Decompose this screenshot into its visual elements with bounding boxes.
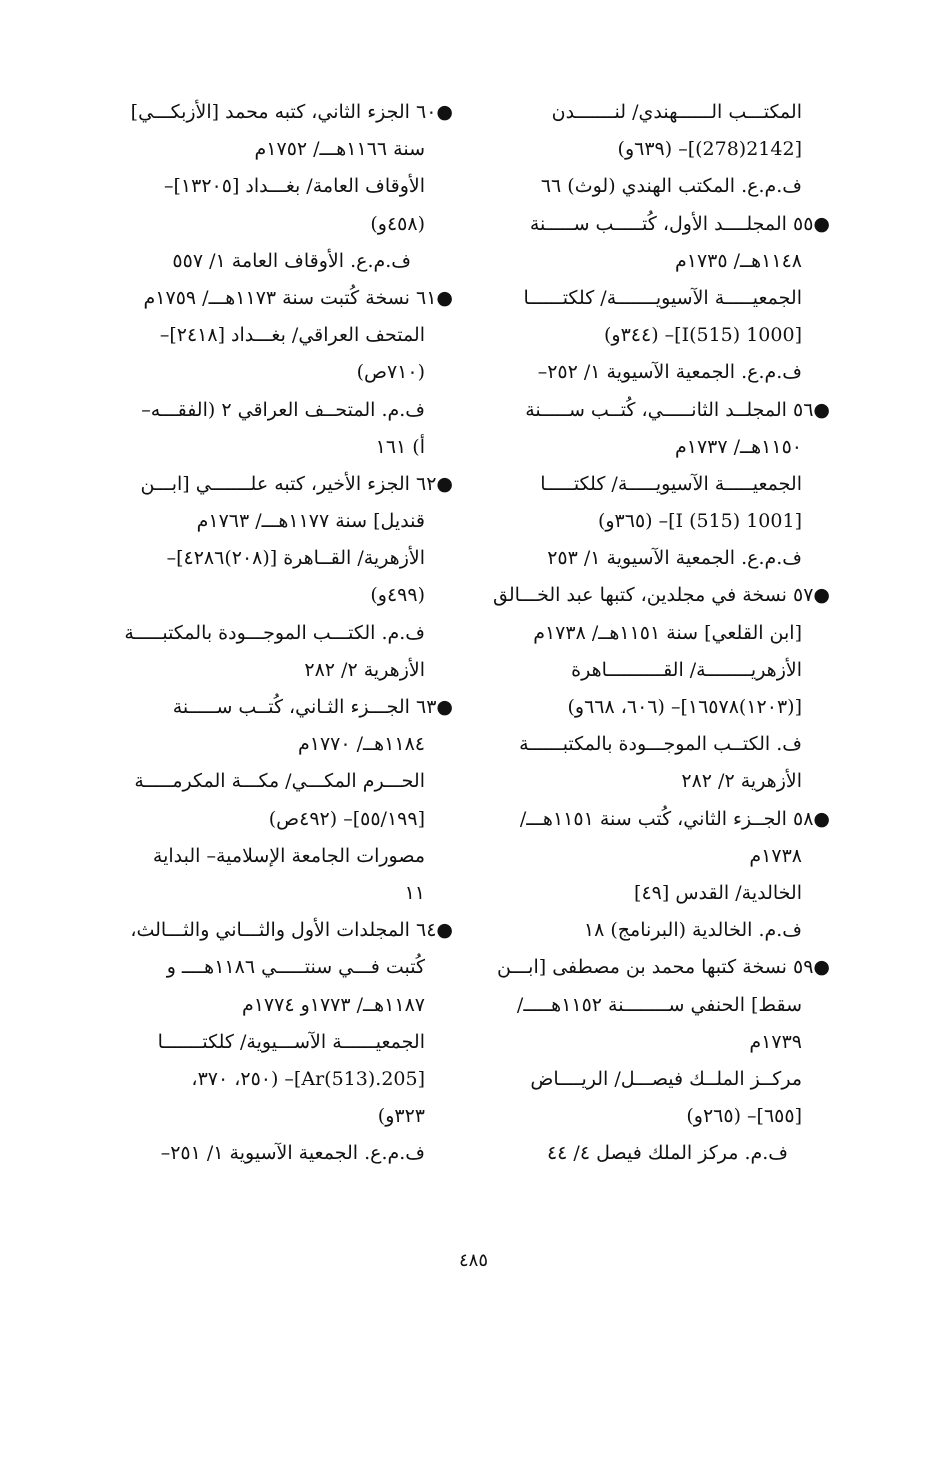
left-column-line: ١١٨٧هــ/ ١٧٧٣و ١٧٧٤م	[241, 993, 425, 1016]
right-column-line: ف.م. الخالدية (البرنامج) ١٨	[583, 919, 802, 942]
left-column-line: (٧١٠ص)	[356, 361, 425, 384]
left-column-line: ●٦٠ الجزء الثاني، كتبه محمد [الأزبكـــي]	[130, 101, 453, 123]
right-column-line: ف. الكتــب الموجـــودة بالمكتبــــــة	[519, 733, 802, 756]
right-column-line: ١١٤٨هــ/ ١٧٣٥م	[674, 249, 802, 272]
left-column-line: [205.Ar(513)]– (٢٥٠، ٣٧٠،	[191, 1067, 425, 1090]
right-column-line: المكتـــب الــــــهندي/ لنـــــــدن	[551, 101, 802, 123]
right-column-line: ●٥٧ نسخة في مجلدين، كتبها عبد الخـــالق	[492, 584, 830, 607]
left-column-line: مصورات الجامعة الإسلامية– البداية	[152, 844, 425, 867]
left-column-line: ●٦٢ الجزء الأخير، كتبه علـــــــي [ابـــن	[140, 472, 453, 495]
left-column-line: أ) ١٦١	[375, 435, 425, 458]
left-column-line: الأزهرية/ القــاهرة [(٢٠٨)٤٢٨٦]–	[166, 547, 425, 570]
left-column-line: ٣٢٣و)	[377, 1105, 425, 1128]
left-column-line: سنة ١١٦٦هـــ/ ١٧٥٢م	[254, 138, 425, 161]
left-column-line: ١١٨٤هــ/ ١٧٧٠م	[297, 733, 425, 756]
left-column-line: ●٦٣ الجـــزء الثـاني، كُتــب ســـــنة	[172, 696, 453, 718]
left-column-line: الأزهرية ٢/ ٢٨٢	[304, 658, 425, 681]
left-column-line: ●٦١ نسخة كُتبت سنة ١١٧٣هـــ/ ١٧٥٩م	[143, 286, 453, 309]
right-column-line: [٦٥٥]– (٢٦٥و)	[686, 1105, 802, 1128]
right-column	[488, 94, 830, 1172]
right-column-line: ف.م.ع. الجمعية الآسيوية ١/ ٢٥٢–	[537, 361, 802, 384]
right-column-line: الأزهرية ٢/ ٢٨٢	[681, 770, 802, 793]
right-column-line: [2142(278)]– (٦٣٩و)	[617, 138, 802, 161]
right-column-line: مركــز الملــك فيصـــل/ الريــــاض	[530, 1067, 802, 1090]
right-column-line: ١٧٣٨م	[749, 844, 802, 867]
right-column-line: ●٥٦ المجلــد الثانـــــي، كُتــب ســـــنة	[525, 398, 830, 421]
left-column-line: ف.م.ع. الأوقاف العامة ١/ ٥٥٧	[172, 249, 411, 272]
right-column-line: ١١٥٠هــ/ ١٧٣٧م	[674, 435, 802, 458]
left-column-line: (٤٩٩و)	[370, 584, 425, 607]
right-column-line: [1001 I (515)]– (٣٦٥و)	[597, 510, 802, 533]
right-column-line: ف.م.ع. الجمعية الآسيوية ١/ ٢٥٣	[547, 547, 802, 570]
left-column-line: ●٦٤ المجلدات الأول والثـــاني والثـــالث،	[130, 919, 453, 942]
right-column-line: ف.م. مركز الملك فيصل ٤/ ٤٤	[546, 1142, 788, 1165]
left-column-line: ف.م.ع. الجمعية الآسيوية ١/ ٢٥١–	[160, 1142, 425, 1165]
right-column-line: ف.م.ع. المكتب الهندي (لوث) ٦٦	[540, 175, 802, 198]
right-column-line: ●٥٥ المجلــــد الأول، كُتـــــب ســـــنة	[529, 212, 830, 235]
left-column-line: [٥٥/١٩٩]– (٤٩٢ص)	[268, 807, 425, 830]
left-column-line: كُتبت فـــي سنتـــــي ١١٨٦هــــ و	[166, 956, 425, 979]
right-column-line: [1000 I(515)]– (٣٤٤و)	[603, 324, 802, 347]
right-column-line: الجمعيـــــة الآسيويـــــة/ كلكتـــــا	[540, 472, 802, 495]
left-column-line: قنديل] سنة ١١٧٧هـــ/ ١٧٦٣م	[196, 510, 425, 533]
left-column-line: ف.م. المتحــف العراقي ٢ (الفقـــه–	[141, 398, 425, 421]
right-column-line: الأزهريــــــــة/ القــــــــــاهرة	[571, 658, 802, 681]
left-column-line: (٤٥٨و)	[370, 212, 425, 235]
left-column-line: ف.م. الكتـــب الموجـــودة بالمكتبـــــة	[124, 621, 425, 644]
right-column-line: ●٥٨ الجــزء الثاني، كُتب سنة ١١٥١هـــ/	[519, 807, 830, 830]
left-column-line: ١١	[404, 881, 425, 904]
right-column-line: ●٥٩ نسخة كتبها محمد بن مصطفى [ابـــن	[497, 956, 830, 979]
right-column-line: [ابن القلعي] سنة ١١٥١هــ/ ١٧٣٨م	[533, 621, 802, 644]
left-column-line: الأوقاف العامة/ بغـــداد [١٣٢٠٥]–	[164, 175, 425, 198]
left-column-line: الحـــرم المكـــي/ مكـــة المكرمـــــة	[134, 770, 425, 793]
right-column-line: ١٧٣٩م	[749, 1030, 802, 1053]
right-column-line: الجمعيـــــة الآسيويـــــــة/ كلكتــــــا	[523, 286, 802, 309]
right-column-line: سقط] الحنفي ســــــــنة ١١٥٢هـــــ/	[516, 993, 802, 1016]
right-column-line: الخالدية/ القدس [٤٩]	[634, 881, 802, 904]
page-number: ٤٨٥	[458, 1250, 488, 1271]
left-column-line: المتحف العراقي/ بغـــداد [٢٤١٨]–	[159, 324, 425, 347]
left-column-line: الجمعيــــــة الآســـيوية/ كلكتـــــــا	[157, 1030, 425, 1053]
left-column	[108, 94, 453, 1172]
right-column-line: [(١٢٠٣)١٦٥٧٨]– (٦٠٦، ٦٦٨و)	[567, 696, 802, 718]
